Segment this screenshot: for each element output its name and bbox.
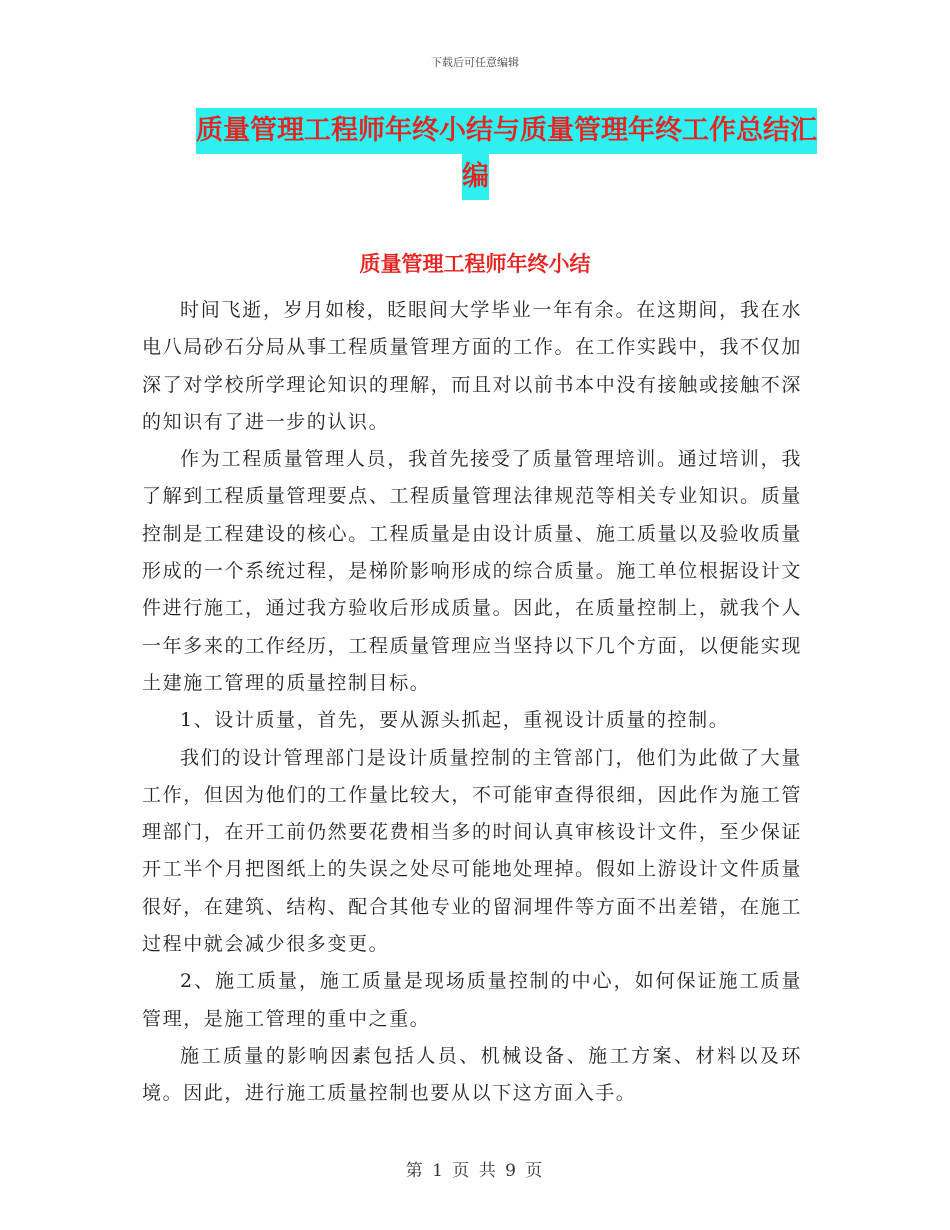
document-title-line-2: 编 [462, 154, 489, 200]
document-title [196, 108, 817, 200]
paragraph: 施工质量的影响因素包括人员、机械设备、施工方案、材料以及环境。因此，进行施工质量控制也要从以下这方面入手。 [142, 1044, 802, 1105]
paragraph: 时间飞逝，岁月如梭，眨眼间大学毕业一年有余。在这期间，我在水电八局砂石分局从事工程质量管理方面的工作。在工作实践中，我不仅加深了对学校所学理论知识的理解，而且对以前书本中没有接触或接触不深的知识有了进一步的认识。 [142, 299, 802, 433]
page-number-footer: 第 1 页 共 9 页 [405, 1161, 545, 1181]
page-header-note: 下载后可任意编辑 [431, 56, 519, 69]
paragraph: 我们的设计管理部门是设计质量控制的主管部门，他们为此做了大量工作，但因为他们的工作量比较大，不可能审查得很细，因此作为施工管理部门，在开工前仍然要花费相当多的时间认真审核设计文件，至少保证开工半个月把图纸上的失误之处尽可能地处理掉。假如上游设计文件质量很好，在建筑、结构、配合其他专业的留洞埋件等方面不出差错，在施工过程中就会减少很多变更。 [142, 746, 802, 956]
paragraph: 2、施工质量，施工质量是现场质量控制的中心，如何保证施工质量管理，是施工管理的重中之重。 [142, 970, 802, 1030]
document-body [142, 292, 802, 1113]
paragraph: 1、设计质量，首先，要从源头抓起，重视设计质量的控制。 [180, 709, 730, 732]
document-title-line-1: 质量管理工程师年终小结与质量管理年终工作总结汇 [196, 108, 817, 154]
section-title: 质量管理工程师年终小结 [359, 252, 591, 276]
paragraph: 作为工程质量管理人员，我首先接受了质量管理培训。通过培训，我了解到工程质量管理要点、工程质量管理法律规范等相关专业知识。质量控制是工程建设的核心。工程质量是由设计质量、施工质量以及验收质量形成的一个系统过程，是梯阶影响形成的综合质量。施工单位根据设计文件进行施工，通过我方验收后形成质量。因此，在质量控制上，就我个人一年多来的工作经历，工程质量管理应当坚持以下几个方面，以便能实现土建施工管理的质量控制目标。 [142, 448, 802, 694]
